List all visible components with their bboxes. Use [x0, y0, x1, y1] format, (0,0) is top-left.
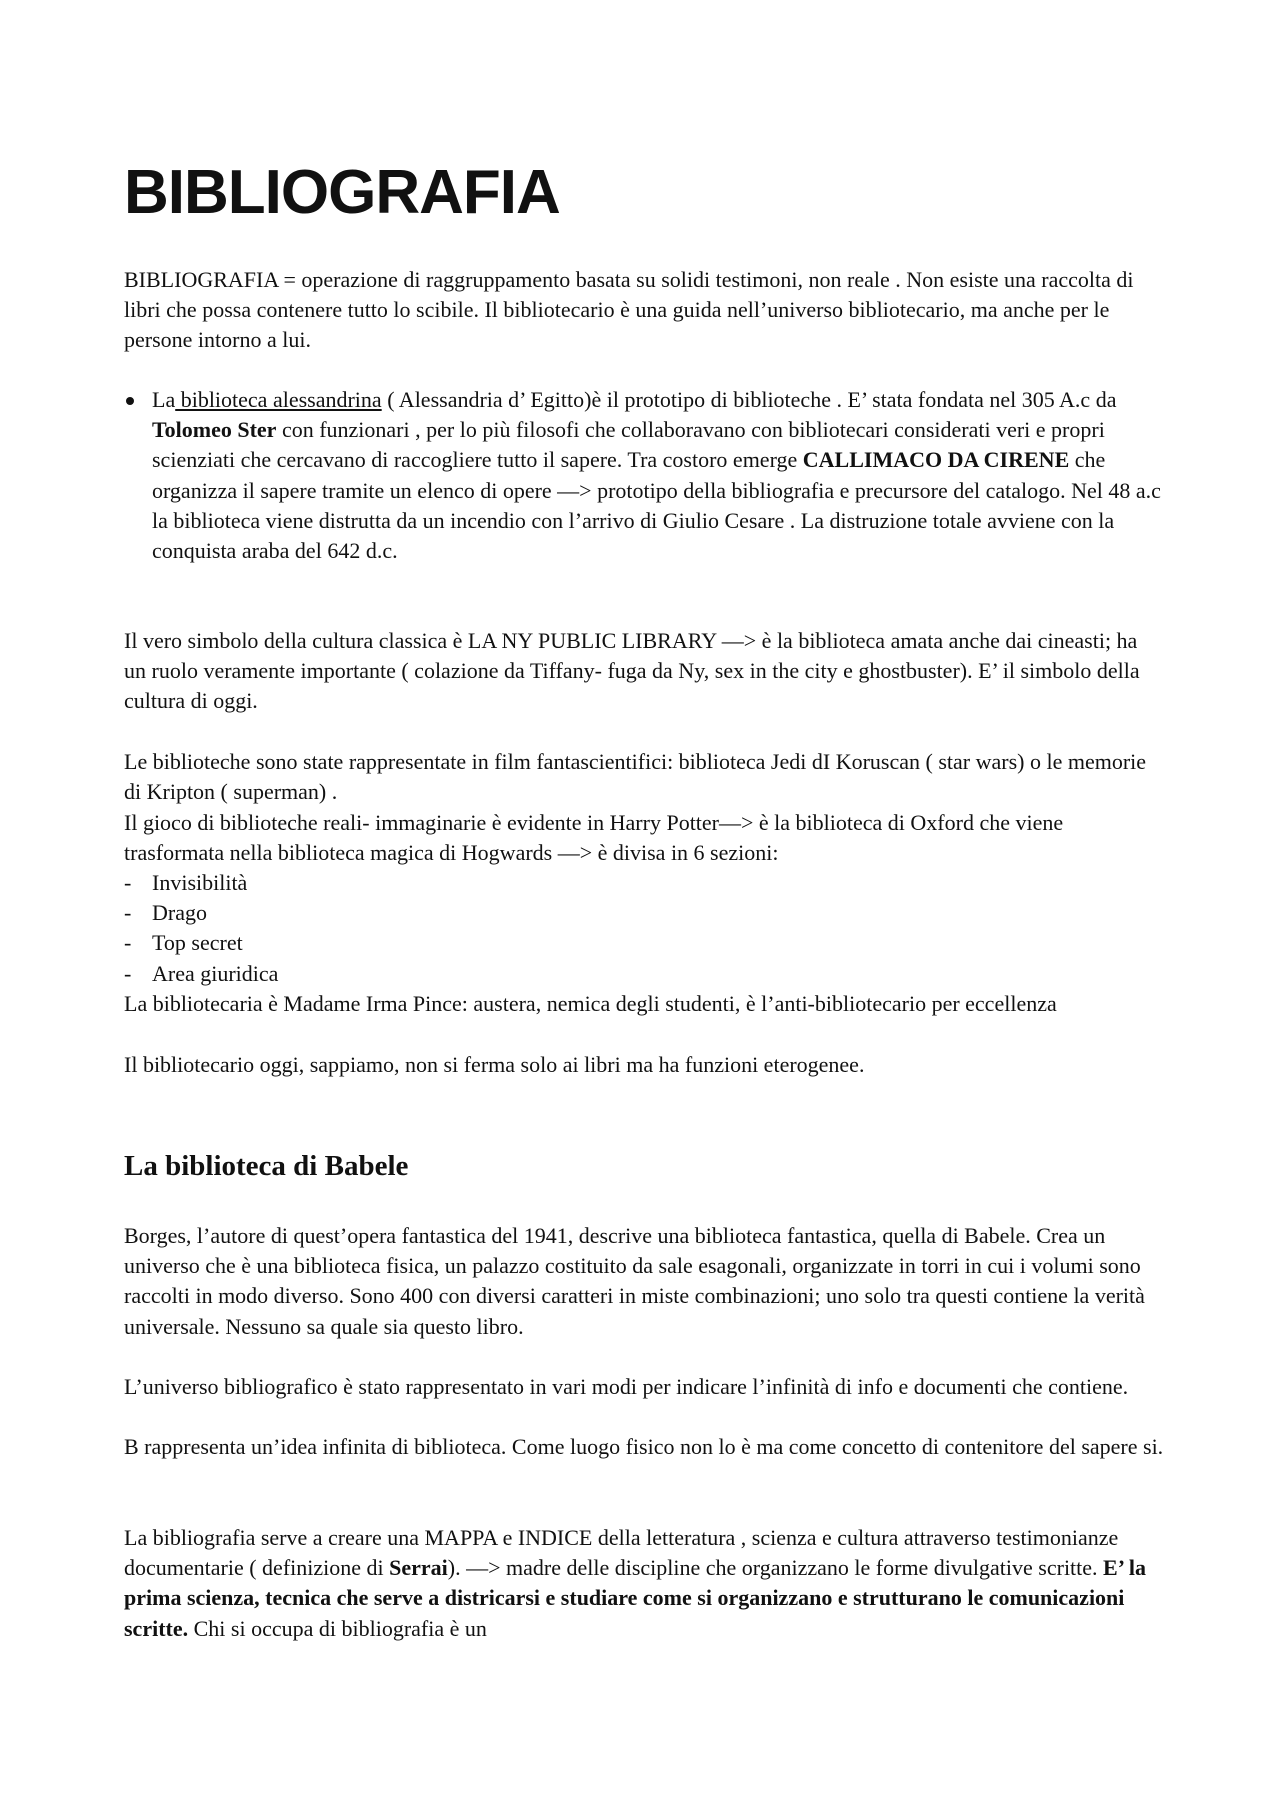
- alessandrina-bullet: [124, 385, 1164, 566]
- intro-paragraph: BIBLIOGRAFIA = operazione di raggruppamento basata su solidi testimoni, non reale . Non esiste una raccolta di libri che possa contenere tutto lo scibile. Il bibliotecario è una guida nell’universo bibliotecario, ma anche per le persone intorno a lui.: [124, 267, 1134, 353]
- universo-paragraph: L’universo bibliografico è stato rappresentato in vari modi per indicare l’infinità di info e documenti che contiene.: [124, 1374, 1129, 1399]
- bullet-icon: [126, 397, 134, 405]
- borges-paragraph: Borges, l’autore di quest’opera fantastica del 1941, descrive una biblioteca fantastica, quella di Babele. Crea un universo che è una biblioteca fisica, un palazzo costituito da sale esagonali, organizzate in torri in cui i volumi sono raccolti in modo diverso. Sono 400 con diversi caratteri in miste combinazioni; uno solo tra questi contiene la verità universale. Nessuno sa quale sia questo libro.: [124, 1223, 1145, 1339]
- scifi-paragraph: Le biblioteche sono state rappresentate in film fantascientifici: biblioteca Jedi dI Koruscan ( star wars) o le memorie di Kripton ( superman) .: [124, 749, 1147, 805]
- serrai-bold: Serrai: [389, 1555, 448, 1581]
- alessandrina-link-text: biblioteca alessandrina: [175, 387, 382, 412]
- callimaco-bold: CALLIMACO DA CIRENE: [802, 447, 1070, 473]
- list-item: - Drago: [124, 900, 207, 926]
- bibliotecario-oggi-paragraph: Il bibliotecario oggi, sappiamo, non si ferma solo ai libri ma ha funzioni eterogenee.: [124, 1052, 865, 1077]
- tolomeo-bold: Tolomeo Ster: [152, 417, 277, 443]
- page-title: BIBLIOGRAFIA: [124, 158, 560, 227]
- list-item: - Area giuridica: [124, 960, 279, 986]
- harry-potter-paragraph: Il gioco di biblioteche reali- immaginarie è evidente in Harry Potter—> è la biblioteca di Oxford che viene trasformata nella biblioteca magica di Hogwards —> è divisa in 6 sezioni:: [124, 810, 1064, 866]
- bibliografia-definition-paragraph: La bibliografia serve a creare una MAPPA e INDICE della letteratura , scienza e cultura attraverso testimonianze documentarie ( definizione di Serrai). —> madre delle discipline che organizzano le forme divulgative scritte. E’ la prima scienza, tecnica che serve a districarsi e studiare come si organizzano e strutturano le comunicazioni scritte. Chi si occupa di bibliografia è un: [124, 1525, 1147, 1641]
- ny-library-paragraph: Il vero simbolo della cultura classica è LA NY PUBLIC LIBRARY —> è la biblioteca amata anche dai cineasti; ha un ruolo veramente importante ( colazione da Tiffany- fuga da Ny, sex in the city e ghostbuster). E’ il simbolo della cultura di oggi.: [124, 628, 1140, 714]
- b-rappresenta-paragraph: B rappresenta un’idea infinita di biblioteca. Come luogo fisico non lo è ma come concetto di contenitore del sapere si.: [124, 1434, 1164, 1459]
- list-item: - Top secret: [124, 930, 243, 956]
- list-item: - Invisibilità: [124, 870, 248, 895]
- hogwarts-sections-list: [124, 868, 278, 989]
- section-heading: La biblioteca di Babele: [124, 1150, 409, 1182]
- bullet-text: La biblioteca alessandrina ( Alessandria d’ Egitto)è il prototipo di biblioteche . E’ stata fondata nel 305 A.c da Tolomeo Ster con funzionari , per lo più filosofi che collaboravano con bibliotecari considerati veri e propri scienziati che cercavano di raccogliere tutto il sapere. Tra costoro emerge CALLIMACO DA CIRENE che organizza il sapere tramite un elenco di opere —> prototipo della bibliografia e precursore del catalogo. Nel 48 a.c la biblioteca viene distrutta da un incendio con l’arrivo di Giulio Cesare . La distruzione totale avviene con la conquista araba del 642 d.c.: [152, 387, 1161, 564]
- pince-paragraph: La bibliotecaria è Madame Irma Pince: austera, nemica degli studenti, è l’anti-bibliotecario per eccellenza: [124, 991, 1057, 1016]
- definition-bold: E’ la prima scienza, tecnica che serve a districarsi e studiare come si organizzano e strutturano le comunicazioni scritte.: [124, 1555, 1147, 1641]
